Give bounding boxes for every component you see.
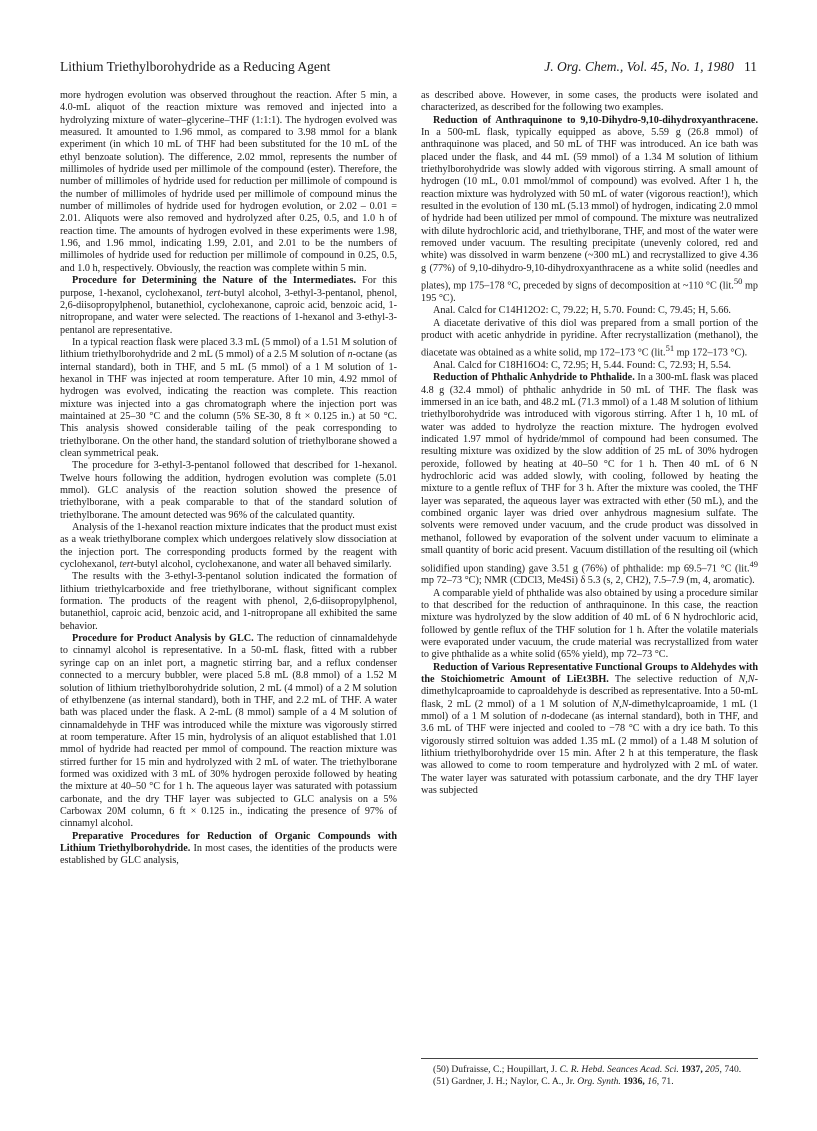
paragraph: [421, 372, 758, 587]
paragraph: [421, 318, 758, 360]
text-run: For this purpose, 1-hexanol, cyclohexanol,: [60, 275, 397, 299]
paragraph: Anal. Calcd for C14H12O2: C, 79.22; H, 5.70. Found: C, 79.45; H, 5.66.: [433, 305, 731, 317]
citation-superscript: 50: [733, 276, 743, 287]
text-run: -butyl alcohol, cyclohexanone, and water all behaved similarly.: [133, 559, 392, 571]
right-column: [421, 90, 758, 797]
text-run: In a 300-mL flask was placed 4.8 g (32.4 mmol) of phthalic anhydride in 50 mL of THF. The flask was immersed in an ice bath, and 48.2 mL (71.3 mmol) of a 1.48 M solution of lithium triethylborohydride was introduced with vigorous stirring. After 1 h, 10 mL of water was added to hydrolyze the reaction mixture. The hydrogen evolved indicated 1.97 mmol of hydride/mmol of compound had been consumed. The resulting mixture was oxidized by the slow addition of 25 mL of 30% hydrogen peroxide, followed by heating at 40–50 °C for 1 h. Then 40 mL of 6 N hydrochloric acid was added slowly, with cooling, followed by heating the mixture to a gentle reflux of THF for 3 h. After the mixture was cooled, the THF layer was separated, the aqueous layer was extracted with ether (50 mL), and the combined organic layer was dried over anhydrous magnesium sulfate. The solvents were removed under vacuum, and the crude product was dissolved in methanol, followed by evaporation of the solvent under vacuum to eliminate a small quantity of boric acid present. Vacuum distillation of the resulting oil (which solidified upon standing) gave 3.51 g (76%) of phthalide: mp 69.5–71 °C (lit.: [421, 372, 758, 574]
text-run: -butyl alcohol, 3-ethyl-3-pentanol, phenol, 2,6-diisopropylphenol, butanethiol, cyclohexanone, caproic acid, benzoic acid, 1-nitropropane, and water were selected. The reactions of 1-hexanol and 3-ethyl-3-pentanol are representative.: [60, 287, 397, 336]
text-run: In a 500-mL flask, typically equipped as above, 5.59 g (26.8 mmol) of anthraquinone was placed, and 50 mL of THF was introduced. An ice bath was placed under the flask, and 44 mL (59 mmol) of a 1.34 M solution of lithium triethylborohydride was slowly added with vigorous stirring. A small amount of hydrogen (10 mL, 0.01 mmol/mmol of compound) was evolved. After 1 h, the reaction mixture was hydrolyzed with 50 mL of water (vigorous reaction!), which resulted in the evolution of 130 mL (5.13 mmol) of hydrogen, indicating 2.0 mmol of hydride had been utilized per mmol of compound. The mixture was neutralized with dilute hydrochloric acid, and triethylborane, THF, and most of the water were removed under vacuum. The resulting precipitate (unevenly colored, red and white) was dissolved in warm benzene (~300 mL) and recrystallized to give 4.36 g (77%) of 9,10-dihydro-9,10-dihydroxyanthracene as a white solid (needles and plates), mp 175–178 °C, preceded by signs of decomposition at ~110 °C (lit.: [421, 127, 758, 292]
section-heading: Procedure for Determining the Nature of the Intermediates.: [72, 275, 357, 287]
journal-name: J. Org. Chem.,: [544, 59, 624, 74]
paragraph: [421, 662, 758, 798]
paragraph: A comparable yield of phthalide was also obtained by using a procedure similar to that described for the reduction of anthraquinone. In this case, the reaction mixture was hydrolyzed by the slow addition of 40 mL of 6 N hydrochloric acid, followed by gentle reflux of the THF solution for 1 h. After the volatile materials were evaporated under vacuum, the crude material was recrystallized from water to give phthalide as a white solid (65% yield), mp 72–73 °C.: [421, 587, 758, 661]
paragraph: [60, 633, 397, 831]
running-head: [60, 58, 757, 76]
footnote-50: [421, 1064, 758, 1076]
text-run: -dimethylcaproamide to caproaldehyde is described as representative. Into a 50-mL flask, 2 mL (2 mmol) of a 1 M solution of: [421, 673, 758, 710]
section-heading: Reduction of Phthalic Anhydride to Phthalide.: [433, 372, 635, 384]
text-run: mp 72–73 °C); NMR (CDCl3, Me4Si) δ 5.3 (s, 2, CH2), 7.5–7.9 (m, 4, aromatic).: [421, 575, 755, 587]
footnotes: [421, 1058, 758, 1088]
left-column: [60, 90, 397, 868]
year: 1936,: [620, 1076, 648, 1087]
article-title: Lithium Triethylborohydride as a Reducing Agent: [60, 59, 331, 74]
text-run: Analysis of the 1-hexanol reaction mixture indicates that the product must exist as a weak triethylborane complex which undergoes relatively slow dissociation at the injection port. The corresponding products formed by the reagent with cyclohexanol,: [60, 522, 397, 571]
journal-name: C. R. Hebd. Seances Acad. Sci.: [559, 1064, 679, 1075]
pages: , 740.: [719, 1064, 742, 1075]
text-run: mp 172–173 °C).: [674, 347, 748, 359]
text-run: In a typical reaction flask were placed 3.3 mL (5 mmol) of a 1.51 M solution of lithium triethylborohydride and 2 mL (5 mmol) of a 2.5 M solution of: [60, 336, 397, 361]
section-heading: Reduction of Various Representative Functional Groups to Aldehydes with the Stoichiometric Amount of LiEt3BH.: [421, 661, 758, 685]
paragraph: The results with the 3-ethyl-3-pentanol solution indicated the formation of lithium triethylcarboxide and free triethylborane, without significant complex formation. The products of the reagent with phenol, 2,6-diisopropylphenol, butanethiol, caproic acid, benzoic acid, and 1-nitropropane all exhibited the same behavior.: [60, 571, 397, 632]
paragraph: more hydrogen evolution was observed throughout the reaction. After 5 min, a 4.0-mL aliquot of the reaction mixture was removed and injected into a hydrolyzing mixture of water–glycerine–THF (1:1:1). The hydrogen evolved was measured. It amounted to 1.96 mmol, as compared to 3.98 mmol for a blank experiment (in which 10 mL of THF had been substituted for the 10 mL of the ethyl benzoate solution). The difference, 2.02 mmol, represents the number of millimoles of hydride used per millimole of the compound (ester). Therefore, the number of millimoles of hydride used for reduction per millimole of compound is the number of millimoles of hydride used per millimole of compound minus the number of millimoles of hydride used for hydrogen evolution, or 2.02 – 0.01 = 2.01. Aliquots were also removed and hydrolyzed after 0.25, 0.5, and 1.0 h of reaction time. The amounts of hydrogen evolved in these experiments were 1.98, 1.96, and 1.96 mmol, indicating 1.99, 2.01, and 2.01 to be the numbers of millimoles of hydride used for reduction per millimole of compound in 0.25, 0.5, and 1.0 h, respectively. Obviously, the reaction was complete within 5 min.: [60, 90, 397, 274]
page-number: 11: [744, 59, 757, 74]
text-run: The selective reduction of: [608, 673, 739, 685]
text-run: (50) Dufraisse, C.; Houpillart, J.: [433, 1064, 560, 1075]
text-run: -dodecane (as internal standard), both in THF, and 3.6 mL of THF were injected and cooled to −78 °C with a dry ice bath. To this vigorously stirred soltuion was added 1.35 mL (2 mmol) of a 1.48 M solution of lithium triethylborohydride over 15 min. After 2 h at this temperature, the flask was allowed to come to room temperature and hydrolyzed with 2 mL of water. The water layer was saturated with potassium carbonate, and the dry THF layer was subjected: [421, 711, 758, 797]
text-run: In most cases, the identities of the products were established by GLC analysis,: [60, 842, 397, 867]
paragraph: Anal. Calcd for C18H16O4: C, 72.95; H, 5.44. Found: C, 72.93; H, 5.54.: [433, 360, 731, 371]
year: 1937,: [678, 1064, 706, 1075]
italic-run: tert: [206, 287, 221, 299]
footnote-51: [421, 1076, 758, 1088]
italic-run: n: [541, 711, 547, 723]
text-run: -octane (as internal standard), both in THF, and 5 mL (5 mmol) of a 1 M solution of 1-hexanol in THF was injected at room temperature. After 10 min, 4.92 mmol of hydrogen was evolved, indicating the reaction was complete. This reaction mixture was injected into a gas chromatograph where the injection port was maintained at 25–30 °C and the column (5% SE-30, 8 ft × 0.125 in.) at 50 °C. This analysis showed considerable tailing of the peak corresponding to triethylborane. On the other hand, the standard solution of triethylborane showed a clean symmetrical peak.: [60, 349, 397, 459]
text-run: mp 195 °C).: [421, 280, 758, 304]
italic-run: N,N: [738, 673, 755, 685]
journal-citation: [544, 58, 757, 76]
footnote-divider: [421, 1058, 758, 1059]
paragraph: [421, 115, 758, 306]
italic-run: N,N: [612, 698, 629, 710]
pages: , 71.: [656, 1076, 674, 1087]
citation-superscript: 51: [665, 343, 675, 354]
italic-run: tert: [119, 559, 134, 571]
paragraph: The procedure for 3-ethyl-3-pentanol followed that described for 1-hexanol. Twelve hours following the addition, hydrogen evolution was complete (5.01 mmol). GLC analysis of the reaction solution showed the presence of triethylborane, with a peak comparable to that of the standard solution of triethylborane. The amount detected was 96% of the calculated quantity.: [60, 460, 397, 521]
journal-name: Org. Synth.: [577, 1076, 621, 1087]
paragraph: [60, 275, 397, 337]
section-heading: Preparative Procedures for Reduction of Organic Compounds with Lithium Triethylborohydride.: [60, 830, 397, 854]
text-run: A diacetate derivative of this diol was prepared from a small portion of the product with acetic anhydride in pyridine. After recrystallization (methanol), the diacetate was obtained as a white solid, mp 172–173 °C (lit.: [421, 317, 758, 359]
volume: 205: [705, 1064, 720, 1075]
paragraph: [60, 522, 397, 571]
citation-superscript: 49: [749, 558, 758, 569]
text-run: -dimethylcaproamide, 1 mL (1 mmol) of a 1 M solution of: [421, 698, 758, 723]
paragraph: [60, 831, 397, 868]
italic-run: n: [347, 349, 353, 361]
paragraph: as described above. However, in some cases, the products were isolated and characterized, as described for the following two examples.: [421, 90, 758, 114]
text-run: (51) Gardner, J. H.; Naylor, C. A., Jr.: [433, 1076, 578, 1087]
section-heading: Procedure for Product Analysis by GLC.: [72, 633, 254, 645]
section-heading: Reduction of Anthraquinone to 9,10-Dihydro-9,10-dihydroxyanthracene.: [433, 114, 758, 126]
paragraph: [60, 337, 397, 460]
journal-volume: Vol. 45, No. 1, 1980: [626, 59, 734, 74]
text-run: The reduction of cinnamaldehyde to cinnamyl alcohol is representative. In a 50-mL flask, fitted with a rubber syringe cap on an inlet port, a magnetic stirring bar, and a reflux condenser connected to a mercury bubbler, were placed 5.8 mL (8.8 mmol) of a 1.52 M solution of lithium triethylborohydride solution, 2 mL (4 mmol) of a 2 M solution of ethylbenzene (as internal standard), both in THF, and 2.2 mL of THF. A water bath was placed under the flask. A 2-mL (8 mmol) sample of a 4 M solution of cinnamaldehyde in THF was introduced while the mixture was vigorously stirred at room temperature. After 15 min, hydrolysis of an aliquot established that 1.01 mmol of hydride had reacted per mmol of compound. The reaction mixture was stirred further for 15 min and hydrolyzed with 2 mL of water. The triethylborane formed was oxidized with 3 mL of 30% hydrogen peroxide followed by heating the mixture at 40–50 °C for 1 h. The aqueous layer was saturated with potassium carbonate, and the dry THF layer was subjected to GLC analysis on a 5% Carbowax 20M column, 6 ft × 0.125 in., indicating the presence of 97% of cinnamyl alcohol.: [60, 633, 397, 830]
volume: 16: [647, 1076, 657, 1087]
